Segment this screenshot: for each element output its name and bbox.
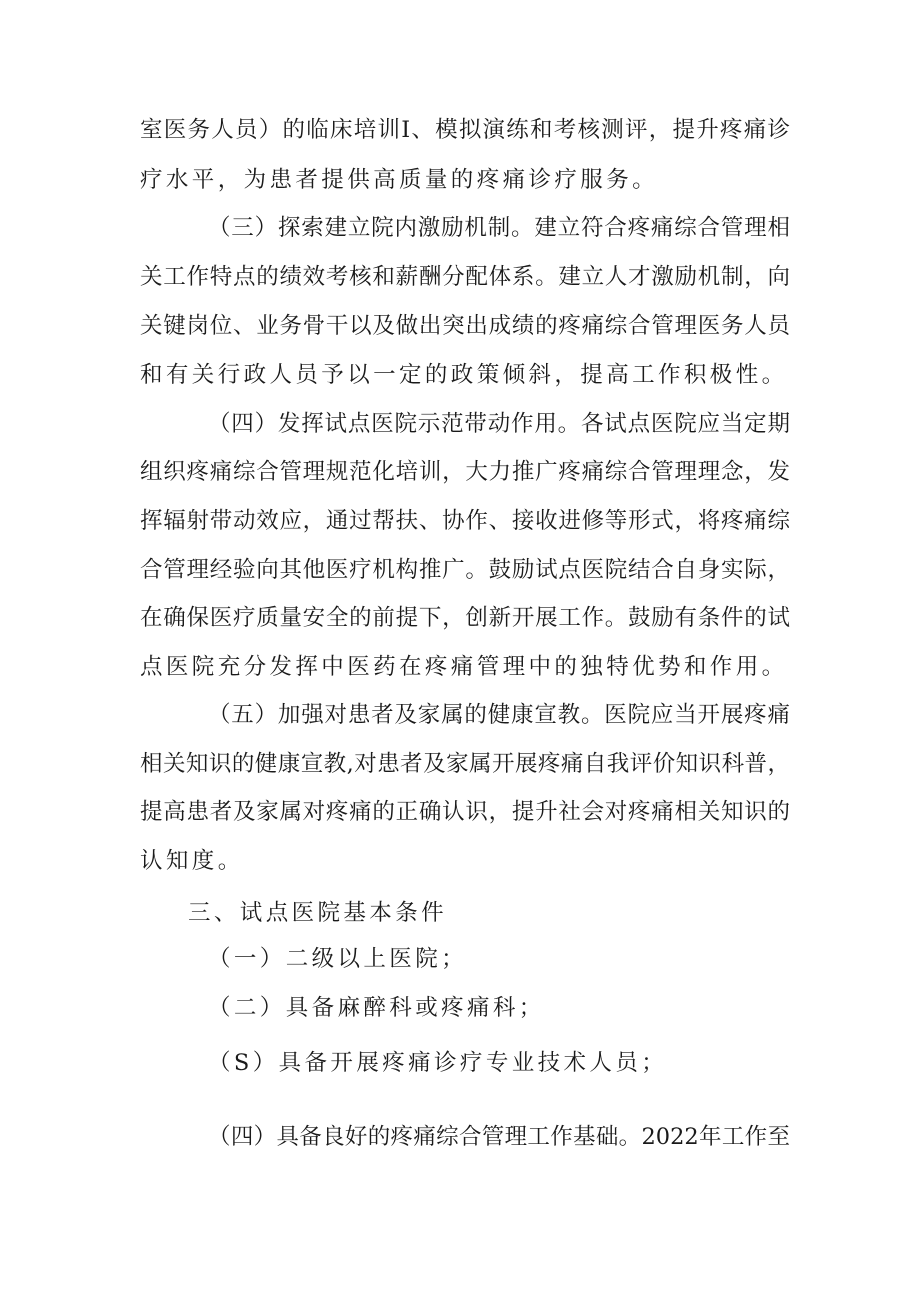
paragraph-line: 提高患者及家属对疼痛的正确认识，提升社会对疼痛相关知识的	[140, 799, 790, 825]
paragraph-line: （五）加强对患者及家属的健康宣教。医院应当开展疼痛	[208, 702, 790, 728]
paragraph-line: 点医院充分发挥中医药在疼痛管理中的独特优势和作用。	[140, 654, 788, 680]
paragraph-line: 合管理经验向其他医疗机构推广。鼓励试点医院结合自身实际，	[140, 557, 790, 583]
paragraph-line: （三）探索建立院内激励机制。建立符合疼痛综合管理相	[208, 215, 790, 241]
paragraph-line: 关键岗位、业务骨干以及做出突出成绩的疼痛综合管理医务人员	[140, 313, 790, 339]
paragraph-line: 疗水平，为患者提供高质量的疼痛诊疗服务。	[140, 167, 659, 193]
condition-item: （四）具备良好的疼痛综合管理工作基础。2022年工作至	[208, 1124, 790, 1150]
section-heading: 三、试点医院基本条件	[188, 900, 448, 926]
condition-item: （二）具备麻醉科或疼痛科；	[208, 995, 545, 1021]
paragraph-line: （四）发挥试点医院示范带动作用。各试点医院应当定期	[208, 411, 790, 437]
paragraph-line: 认知度。	[140, 848, 244, 874]
condition-item: （一）二级以上医院；	[208, 946, 468, 972]
paragraph-line: 关工作特点的绩效考核和薪酬分配体系。建立人才激励机制，向	[140, 264, 790, 290]
paragraph-line: 相关知识的健康宣教,对患者及家属开展疼痛自我评价知识科普，	[140, 751, 790, 777]
condition-item: （S）具备开展疼痛诊疗专业技术人员；	[208, 1050, 668, 1076]
paragraph-line: 组织疼痛综合管理规范化培训，大力推广疼痛综合管理理念，发	[140, 459, 790, 485]
paragraph-line: 挥辐射带动效应，通过帮扶、协作、接收进修等形式，将疼痛综	[140, 508, 790, 534]
paragraph-line: 室医务人员）的临床培训I、模拟演练和考核测评，提升疼痛诊	[140, 117, 790, 143]
paragraph-line: 在确保医疗质量安全的前提下，创新开展工作。鼓励有条件的试	[140, 605, 790, 631]
paragraph-line: 和有关行政人员予以一定的政策倾斜，提高工作积极性。	[140, 362, 788, 388]
